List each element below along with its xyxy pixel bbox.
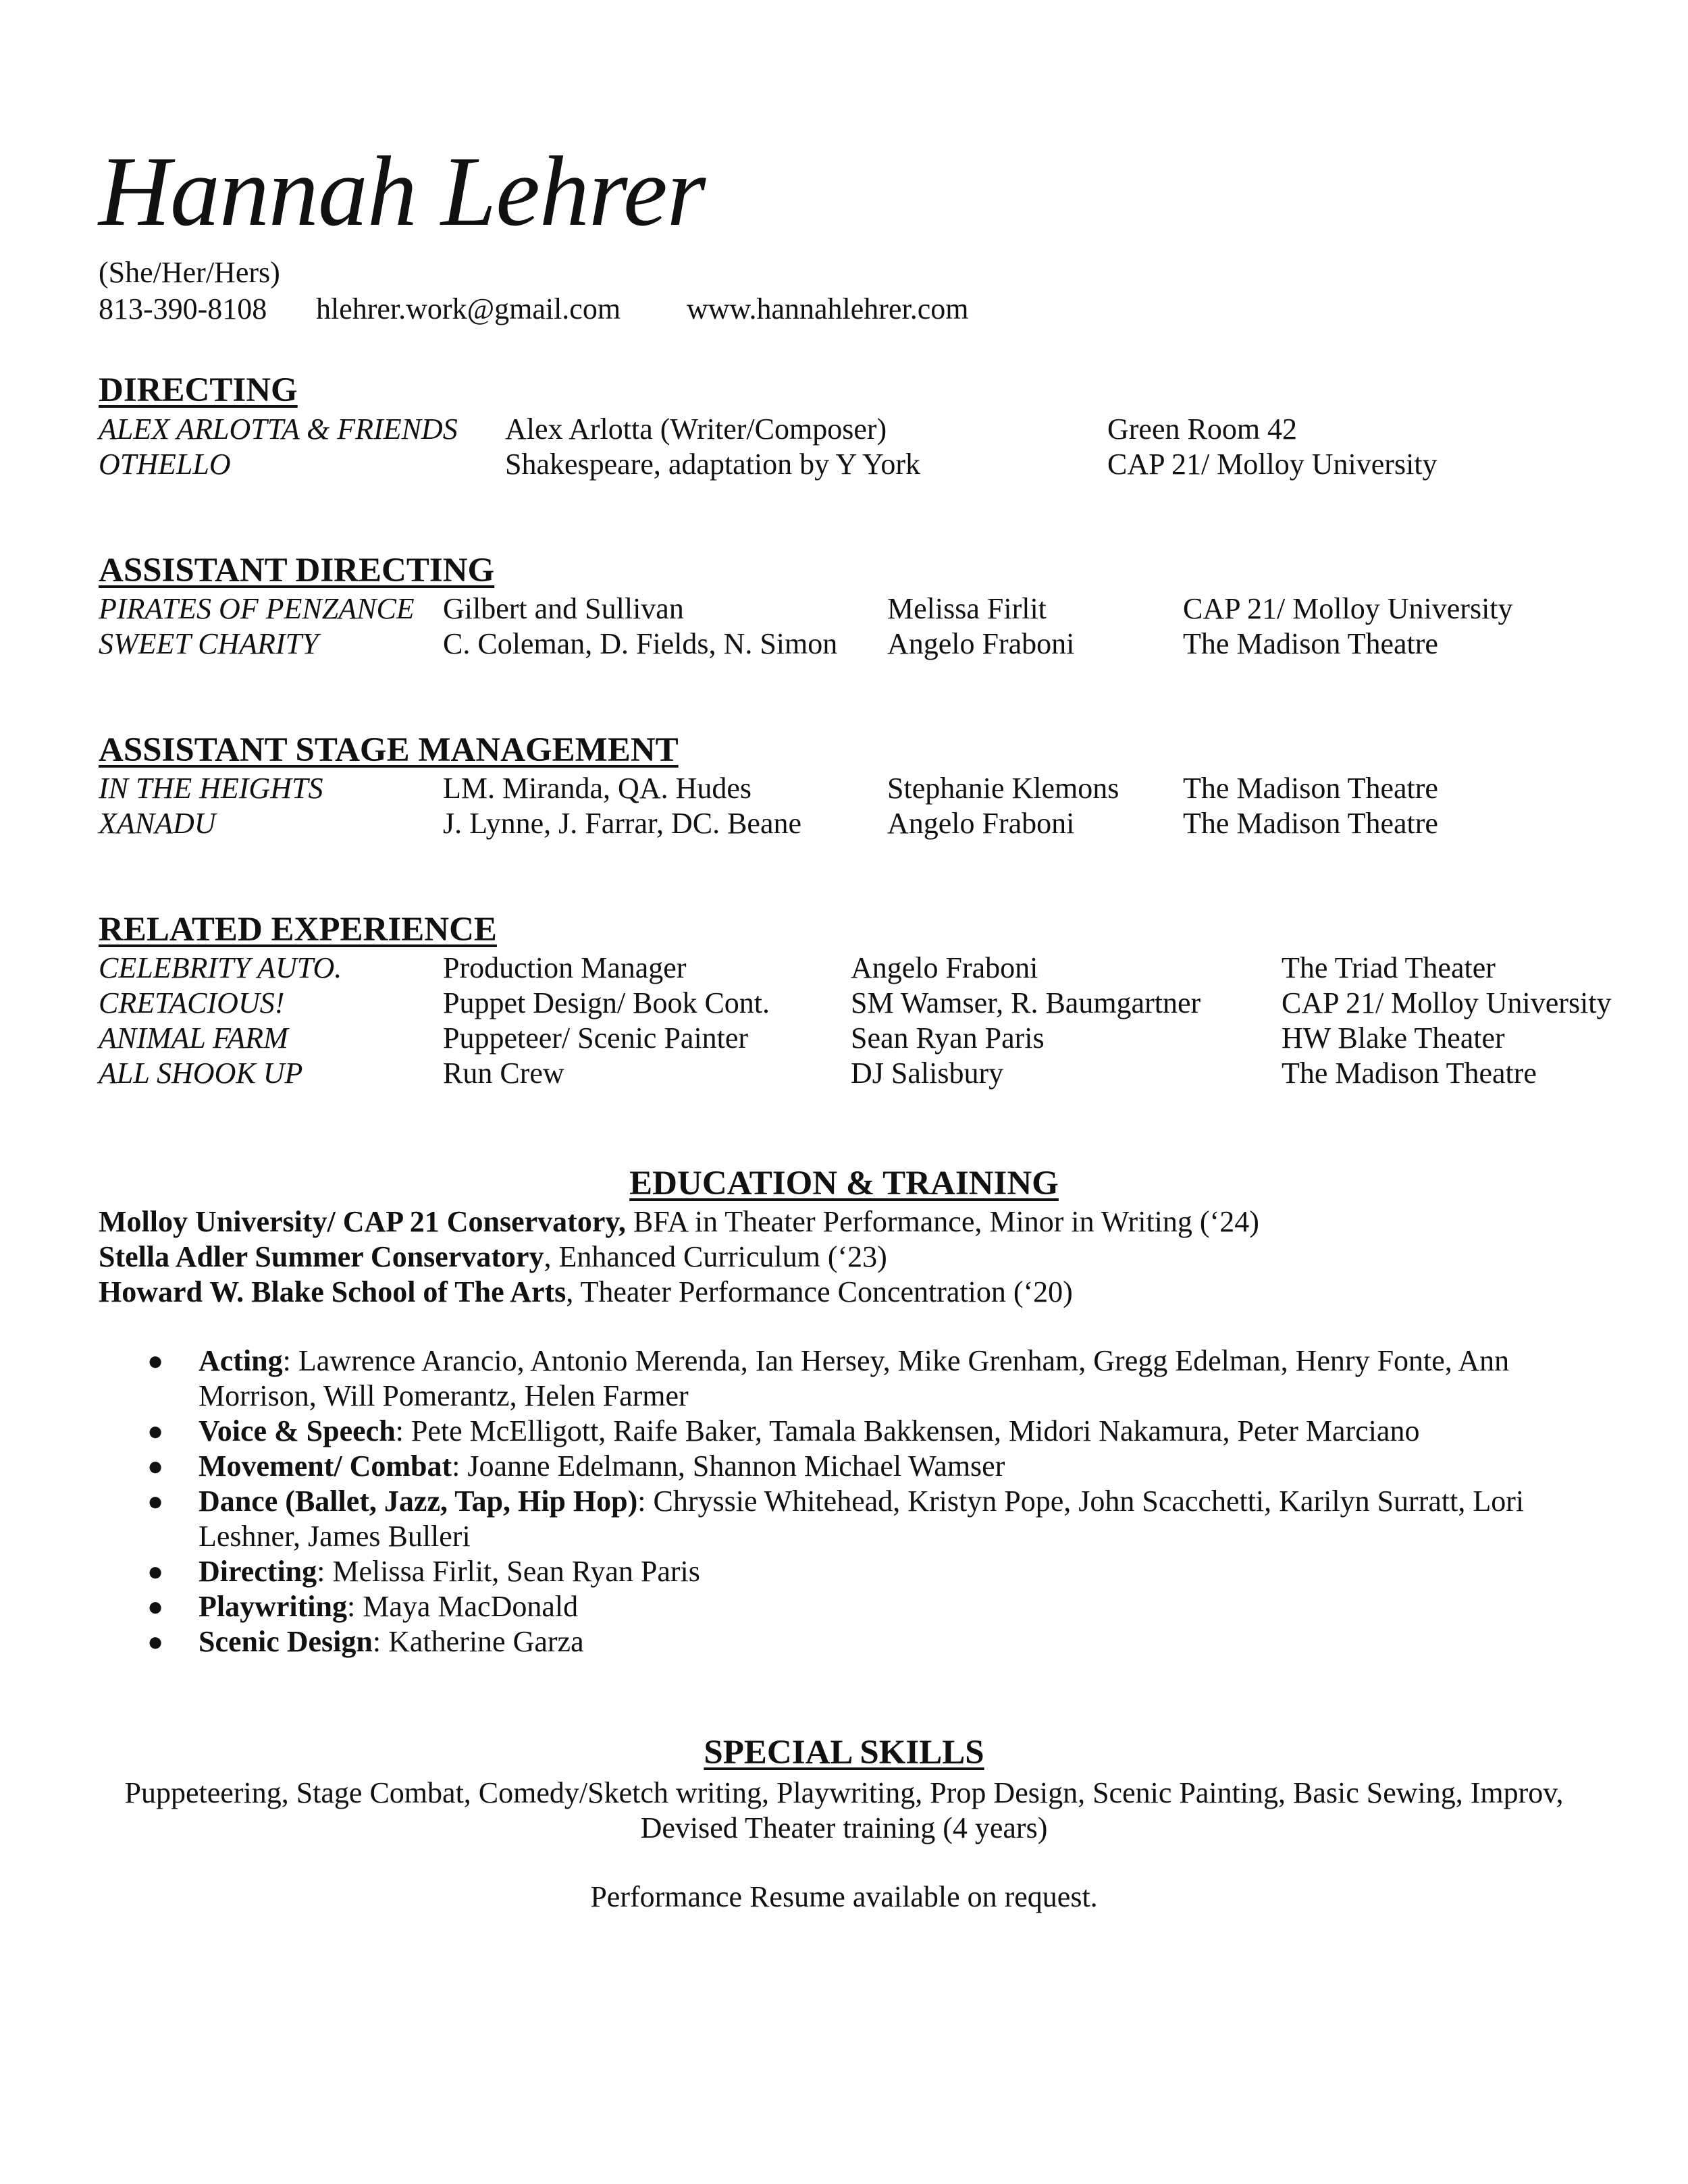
training-teachers: : Katherine Garza: [372, 1625, 584, 1658]
bullet-icon: ●: [147, 1556, 164, 1587]
bullet-icon: ●: [147, 1346, 164, 1376]
section-heading-assistant-directing: ASSISTANT DIRECTING: [99, 552, 495, 589]
school-name: Stella Adler Summer Conservatory: [99, 1240, 544, 1273]
credit-row: [0, 771, 1688, 806]
bullet-icon: ●: [147, 1591, 164, 1622]
credit-row: [0, 986, 1688, 1021]
credit-director: Sean Ryan Paris: [851, 1021, 1045, 1055]
training-label: Voice & Speech: [199, 1414, 396, 1447]
credit-role: Puppeteer/ Scenic Painter: [443, 1021, 749, 1055]
training-label: Acting: [199, 1344, 283, 1377]
credit-venue: Green Room 42: [1107, 412, 1298, 446]
training-label: Directing: [199, 1555, 317, 1588]
credit-row: [0, 412, 1688, 447]
training-label: Movement/ Combat: [199, 1449, 452, 1483]
training-list: [147, 1343, 1579, 1659]
credit-director: SM Wamser, R. Baumgartner: [851, 986, 1201, 1019]
credit-director: Stephanie Klemons: [887, 772, 1119, 805]
credit-author: Alex Arlotta (Writer/Composer): [505, 412, 887, 446]
list-item: [147, 1624, 1579, 1659]
list-item: [147, 1414, 1579, 1449]
credit-venue: The Madison Theatre: [1282, 1057, 1537, 1090]
show-title: SWEET CHARITY: [99, 627, 319, 660]
training-teachers: : Joanne Edelmann, Shannon Michael Wamser: [452, 1449, 1005, 1483]
credit-row: [0, 1021, 1688, 1056]
show-title: ANIMAL FARM: [99, 1021, 288, 1055]
school-detail: BFA in Theater Performance, Minor in Writing (‘24): [625, 1205, 1259, 1238]
show-title: CRETACIOUS!: [99, 986, 285, 1019]
school-line: [99, 1275, 1073, 1310]
credit-venue: HW Blake Theater: [1282, 1021, 1505, 1055]
credit-row: [0, 591, 1688, 627]
school-line: [99, 1204, 1259, 1240]
school-detail: , Theater Performance Concentration (‘20): [566, 1275, 1073, 1308]
credit-director: Angelo Fraboni: [851, 951, 1038, 984]
training-label: Dance (Ballet, Jazz, Tap, Hip Hop): [199, 1485, 638, 1518]
school-name: Molloy University/ CAP 21 Conservatory,: [99, 1205, 626, 1238]
credit-venue: CAP 21/ Molloy University: [1107, 448, 1438, 481]
credit-author: C. Coleman, D. Fields, N. Simon: [443, 627, 838, 660]
credit-venue: The Madison Theatre: [1183, 627, 1438, 660]
credit-venue: The Triad Theater: [1282, 951, 1496, 984]
bullet-icon: ●: [147, 1486, 164, 1516]
show-title: OTHELLO: [99, 448, 231, 481]
training-teachers: : Pete McElligott, Raife Baker, Tamala Bakkensen, Midori Nakamura, Peter Marciano: [395, 1414, 1420, 1447]
pronouns: (She/Her/Hers): [99, 256, 280, 289]
credit-row: [0, 447, 1688, 482]
section-heading-education: EDUCATION & TRAINING: [629, 1165, 1059, 1202]
bullet-icon: ●: [147, 1416, 164, 1446]
contact-line: [0, 292, 1688, 327]
resume-name: Hannah Lehrer: [99, 136, 706, 247]
section-heading-special-skills: SPECIAL SKILLS: [704, 1734, 984, 1772]
training-teachers: : Chryssie Whitehead, Kristyn Pope, John Scacchetti, Karilyn Surratt, Lori Leshner, James Bulleri: [199, 1485, 1525, 1553]
school-detail: , Enhanced Curriculum (‘23): [544, 1240, 887, 1273]
bullet-icon: ●: [147, 1451, 164, 1481]
phone: 813-390-8108: [99, 292, 267, 325]
credit-director: Angelo Fraboni: [887, 807, 1075, 840]
show-title: ALL SHOOK UP: [99, 1057, 303, 1090]
credit-director: DJ Salisbury: [851, 1057, 1004, 1090]
credit-director: Melissa Firlit: [887, 592, 1047, 625]
training-teachers: : Maya MacDonald: [346, 1590, 579, 1623]
show-title: PIRATES OF PENZANCE: [99, 592, 415, 625]
show-title: CELEBRITY AUTO.: [99, 951, 342, 984]
school-name: Howard W. Blake School of The Arts: [99, 1275, 566, 1308]
show-title: IN THE HEIGHTS: [99, 772, 323, 805]
list-item: [147, 1554, 1579, 1589]
training-teachers: : Lawrence Arancio, Antonio Merenda, Ian Hersey, Mike Grenham, Gregg Edelman, Henry Fonte, Ann Morrison, Will Pomerantz, Helen Farmer: [199, 1344, 1510, 1412]
website: www.hannahlehrer.com: [687, 292, 969, 325]
credit-author: Gilbert and Sullivan: [443, 592, 684, 625]
show-title: ALEX ARLOTTA & FRIENDS: [99, 412, 458, 446]
list-item: [147, 1589, 1579, 1624]
school-line: [99, 1240, 887, 1275]
credit-row: [0, 951, 1688, 986]
list-item: [147, 1343, 1579, 1414]
credit-venue: CAP 21/ Molloy University: [1282, 986, 1612, 1019]
training-label: Scenic Design: [199, 1625, 373, 1658]
credit-author: Shakespeare, adaptation by Y York: [505, 448, 921, 481]
credit-author: J. Lynne, J. Farrar, DC. Beane: [443, 807, 802, 840]
credit-author: LM. Miranda, QA. Hudes: [443, 772, 752, 805]
training-teachers: : Melissa Firlit, Sean Ryan Paris: [317, 1555, 700, 1588]
credit-role: Puppet Design/ Book Cont.: [443, 986, 770, 1019]
list-item: [147, 1449, 1579, 1484]
credit-venue: The Madison Theatre: [1183, 772, 1438, 805]
credit-row: [0, 1056, 1688, 1091]
training-label: Playwriting: [199, 1590, 347, 1623]
credit-role: Production Manager: [443, 951, 687, 984]
skills-line: Puppeteering, Stage Combat, Comedy/Sketch writing, Playwriting, Prop Design, Scenic Painting, Basic Sewing, Improv,: [124, 1776, 1564, 1809]
section-heading-related-experience: RELATED EXPERIENCE: [99, 911, 497, 949]
resume-note: Performance Resume available on request.: [590, 1880, 1098, 1913]
credit-role: Run Crew: [443, 1057, 564, 1090]
credit-row: [0, 627, 1688, 662]
skills-line: Devised Theater training (4 years): [640, 1811, 1048, 1844]
email: hlehrer.work@gmail.com: [316, 292, 621, 325]
credit-director: Angelo Fraboni: [887, 627, 1075, 660]
show-title: XANADU: [99, 807, 216, 840]
credit-venue: The Madison Theatre: [1183, 807, 1438, 840]
credit-row: [0, 806, 1688, 841]
section-heading-assistant-stage-management: ASSISTANT STAGE MANAGEMENT: [99, 731, 679, 769]
list-item: [147, 1484, 1579, 1554]
bullet-icon: ●: [147, 1626, 164, 1657]
section-heading-directing: DIRECTING: [99, 371, 298, 409]
credit-venue: CAP 21/ Molloy University: [1183, 592, 1513, 625]
